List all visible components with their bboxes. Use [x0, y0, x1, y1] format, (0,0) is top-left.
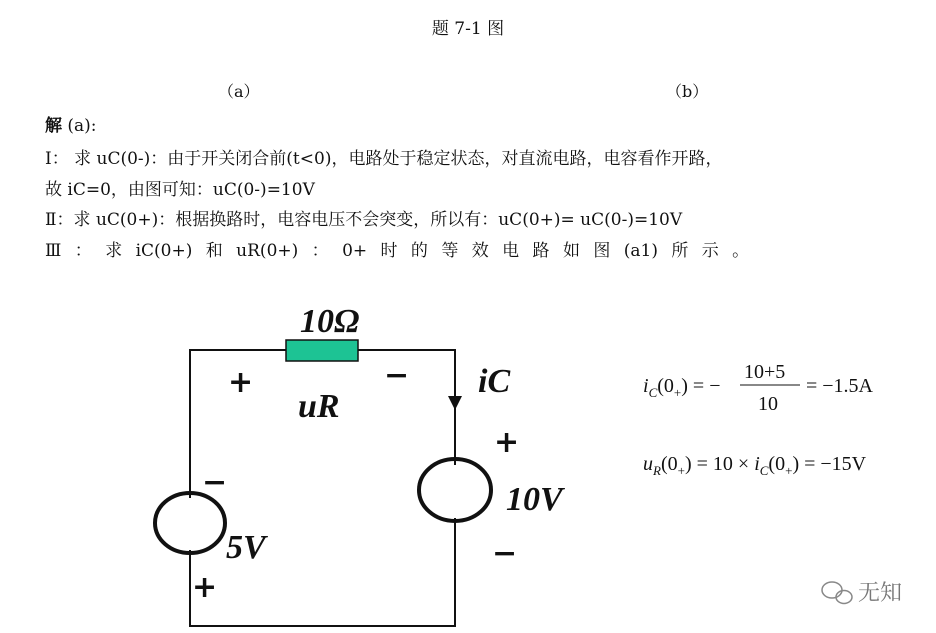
solution-heading-label: 解 — [45, 116, 62, 136]
source-10v-plus-sign: + — [494, 425, 520, 460]
voltage-source-10v — [419, 459, 491, 521]
source-5v-minus-sign: − — [202, 465, 228, 500]
subfigure-label-a: （a） — [218, 82, 260, 101]
current-arrow-head — [448, 396, 462, 410]
source-5v-label: 5V — [226, 529, 266, 566]
step1-line1: Ⅰ： 求 uC(0-)：由于开关闭合前(t<0)，电路处于稳定状态，对直流电路，电容看作开路， — [45, 149, 723, 169]
equation-1-lhs: $i_C(0_+)$ = − — [643, 375, 721, 400]
voltage-source-5v — [155, 493, 225, 553]
figure-title: 题 7-1 图 — [431, 19, 505, 39]
step3-line: Ⅲ ： 求 iC(0+) 和 uR(0+) ： 0+ 时 的 等 效 电 路 如 图 (a1) 所 示 。 — [45, 241, 750, 261]
source-10v-label: 10V — [506, 481, 563, 518]
solution-part: (a): — [67, 116, 97, 136]
equation-1-rhs: = −1.5A — [806, 375, 874, 397]
step1-line2: 故 iC=0，由图可知：uC(0-)=10V — [45, 180, 315, 200]
resistor-minus-sign: − — [384, 358, 410, 393]
wechat-logo-icon — [822, 582, 852, 604]
step2-line: Ⅱ：求 uC(0+)：根据换路时，电容电压不会突变，所以有：uC(0+)= uC(0-)=10V — [45, 210, 683, 230]
equation-1-numerator: 10+5 — [744, 361, 786, 383]
ur-label: uR — [298, 388, 340, 425]
source-5v-plus-sign: + — [192, 570, 218, 605]
resistor-label: 10Ω — [300, 303, 360, 340]
watermark-text: 无知 — [858, 581, 903, 606]
equation-2: $u_R(0_+) = 10 \times i_C(0_+) = -15V$ — [643, 453, 867, 478]
source-10v-minus-sign: − — [492, 536, 518, 571]
resistor — [286, 340, 358, 361]
equation-1-denominator: 10 — [758, 393, 778, 415]
subfigure-label-b: （b） — [666, 82, 709, 101]
resistor-plus-sign: + — [228, 365, 254, 400]
ic-label: iC — [478, 363, 511, 400]
